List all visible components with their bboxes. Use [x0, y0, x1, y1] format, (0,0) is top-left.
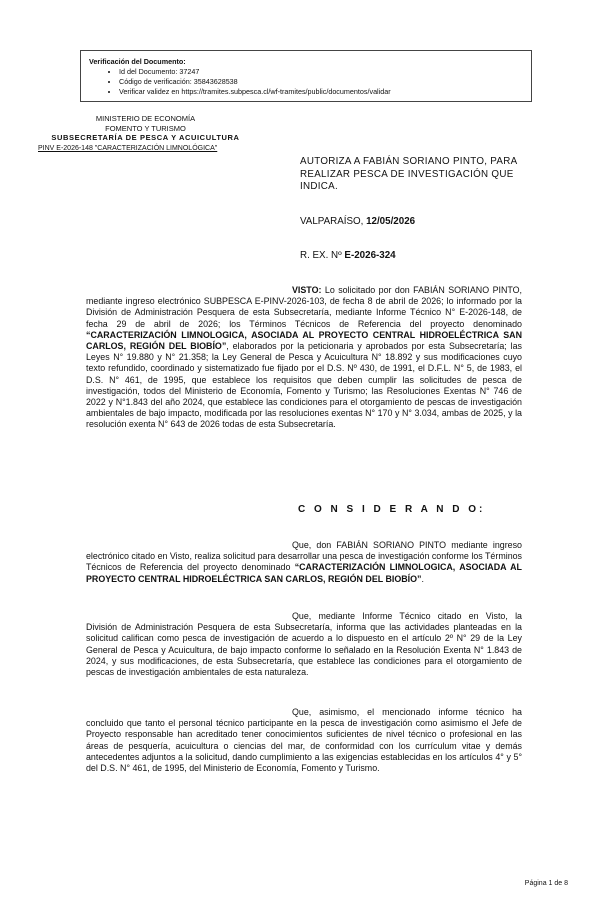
- considerando-paragraph-1: [86, 540, 522, 585]
- verification-item-url[interactable]: • Verificar validez en https://tramites.subpesca.cl/wf-tramites/public/documentos/validar: [119, 87, 523, 97]
- ministry-line1: MINISTERIO DE ECONOMÍA: [95, 114, 196, 123]
- resolution-number: [300, 250, 396, 261]
- p1-end: .: [421, 573, 424, 584]
- verification-list: [89, 67, 523, 97]
- visto-paragraph: [86, 285, 522, 431]
- rex-prefix: R. EX. Nº: [300, 250, 345, 261]
- considerando-title: C O N S I D E R A N D O:: [298, 504, 486, 515]
- subsecretaria-name: SUBSECRETARÍA DE PESCA Y ACUICULTURA: [51, 133, 240, 142]
- p1-project: “CARACTERIZACIÓN LIMNOLOGICA, ASOCIADA AL PROYECTO CENTRAL HIDROELÉCTRICA SAN CARLOS, REGIÓN DEL BIOBÍO”: [86, 562, 522, 584]
- visto-label: VISTO:: [292, 285, 322, 295]
- resolution-summary: AUTORIZA A FABIÁN SORIANO PINTO, PARA REALIZAR PESCA DE INVESTIGACIÓN QUE INDICA.: [300, 156, 517, 192]
- verification-title: Verificación del Documento:: [89, 57, 186, 66]
- resolution-date: [300, 216, 415, 227]
- verification-item-id: • Id del Documento: 37247: [119, 67, 523, 77]
- project-reference: PINV E-2026-148 "CARACTERIZACIÓN LIMNOLÓGICA": [38, 144, 218, 152]
- verification-box: [80, 50, 532, 102]
- considerando-paragraph-3: Que, asimismo, el mencionado informe técnico ha concluido que tanto el personal técnico participante en la pesca de investigación como asimismo el Jefe de Proyecto responsable han acreditado tener conocimientos suficientes de nivel técnico o profesional en las áreas de pesquería, acuicultura o ciencias del mar, de conformidad con los currículum vitae y demás antecedentes adjuntos a la solicitud, dando cumplimiento a las exigencias establecidas en los artículos 4° y 5° del D.S. N° 461, de 1995, del Ministerio de Economía, Fomento y Turismo.: [86, 707, 522, 774]
- rex-value: E-2026-324: [344, 250, 396, 261]
- visto-project: “CARACTERIZACIÓN LIMNOLOGICA, ASOCIADA AL PROYECTO CENTRAL HIDROELÉCTRICA SAN CARLOS, REGIÓN DEL BIOBÍO”: [86, 329, 522, 352]
- page-number: Página 1 de 8: [524, 880, 568, 887]
- date-value: 12/05/2026: [366, 216, 416, 227]
- verification-item-code: • Código de verificación: 35843628538: [119, 77, 523, 87]
- p1-text: Que, don FABIÁN SORIANO PINTO mediante ingreso electrónico citado en Visto, realiza solicitud para desarrollar una pesca de investigación conforme los Términos Técnicos de Referencia del proyecto denominado: [86, 540, 522, 573]
- ministry-line2: FOMENTO Y TURISMO: [105, 123, 186, 133]
- considerando-paragraph-2: Que, mediante Informe Técnico citado en Visto, la División de Administración Pesquera de esta Subsecretaría, informa que las actividades planteadas en la solicitud califican como pesca de investigación de acuerdo a lo dispuesto en el artículo 2º N° 29 de la Ley General de Pesca y Acuicultura, de bajo impacto conforme lo señalado en la Resolución Exenta N° 1.843 de 2024, y sus modificaciones, de esta Subsecretaría, que establece las condiciones para el otorgamiento de pescas de investigación ambientales de esta naturaleza.: [86, 611, 522, 678]
- visto-text2: , elaborados por la peticionaria y aprobados por esta Subsecretaría; las Leyes N° 19.880 y N° 21.358; la Ley General de Pesca y Acuicultura N° 18.892 y sus modificaciones cuyo texto refundido, coordinado y sistematizado fue fijado por el D.S. Nº 430, de 1991, el D.F.L. N° 5, de 1983, el D.S. N° 461, de 1995, que establece los requisitos que deben cumplir las solicitudes de pesca de investigación, todos del Ministerio de Economía, Fomento y Turismo; las Resoluciones Exentas N° 746 de 2022 y N°1.843 del año 2024, que establece las condiciones para el otorgamiento de pescas de investigación ambientales de bajo impacto, modificada por las resoluciones exentas N° 170 y N° 3.034, ambas de 2025, y la resolución exenta N° 643 de 2026 todas de esta Subsecretaría.: [86, 341, 522, 430]
- date-prefix: VALPARAÍSO,: [300, 216, 367, 227]
- letterhead: [38, 114, 253, 153]
- visto-text1: Lo solicitado por don FABIÁN SORIANO PINTO, mediante ingreso electrónico SUBPESCA E-PINV-2026-103, de fecha 8 de abril de 2026; lo informado por la División de Administración Pesquera de esta Subsecretaría, mediante Informe Técnico N° E-2026-148, de fecha 29 de abril de 2026; los Términos Técnicos de Referencia del proyecto denominado: [86, 285, 522, 329]
